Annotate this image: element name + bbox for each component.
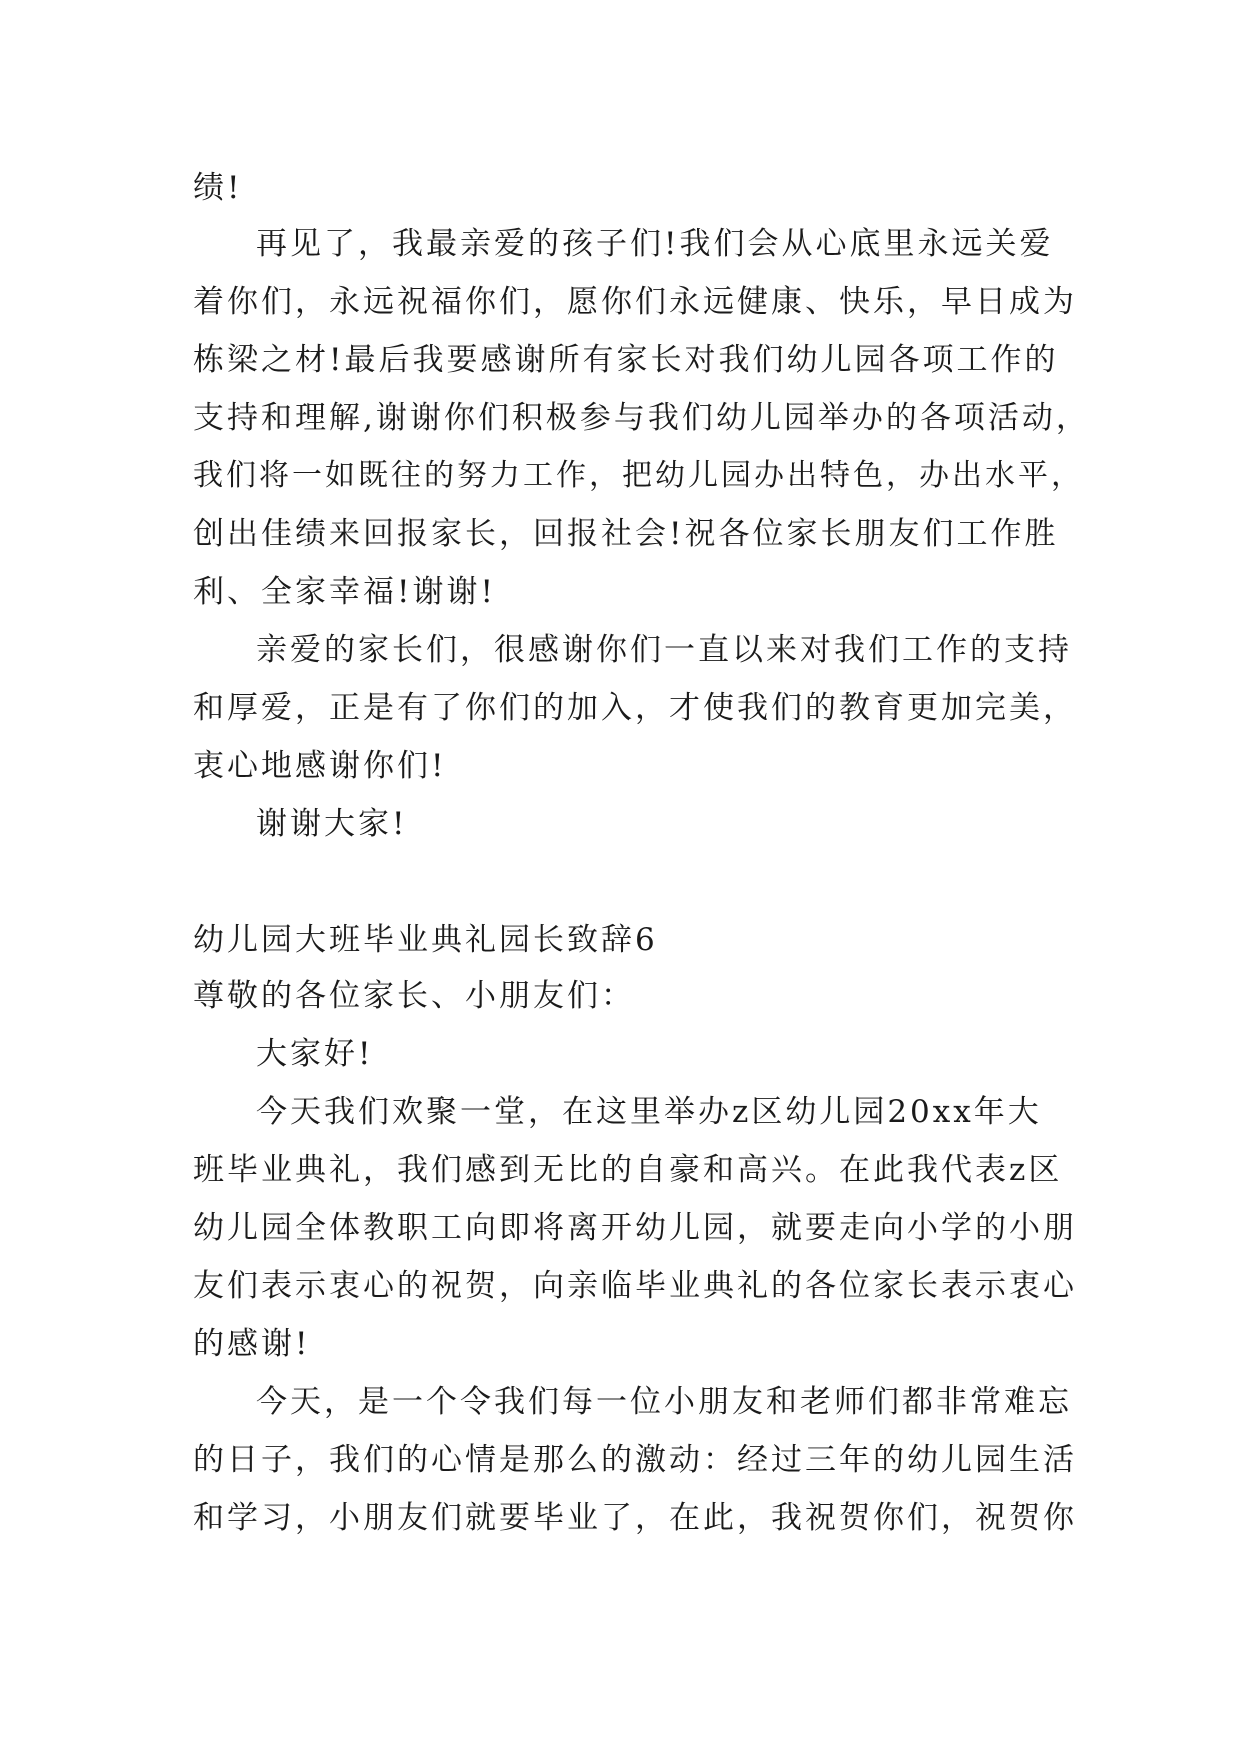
text-line: 再见了，我最亲爱的孩子们!我们会从心底里永远关爱 xyxy=(256,226,1054,262)
text-line: 友们表示衷心的祝贺，向亲临毕业典礼的各位家长表示衷心 xyxy=(193,1268,1077,1304)
salutation: 尊敬的各位家长、小朋友们： xyxy=(193,978,635,1014)
text-line: 绩! xyxy=(193,170,243,206)
text-line: 今天，是一个令我们每一位小朋友和老师们都非常难忘 xyxy=(256,1384,1072,1420)
text-line: 幼儿园全体教职工向即将离开幼儿园，就要走向小学的小朋 xyxy=(193,1210,1077,1246)
text-line: 创出佳绩来回报家长，回报社会!祝各位家长朋友们工作胜 xyxy=(193,516,1059,552)
text-line: 着你们，永远祝福你们，愿你们永远健康、快乐，早日成为 xyxy=(193,284,1077,320)
section-heading: 幼儿园大班毕业典礼园长致辞6 xyxy=(193,922,658,958)
text-line: 栋梁之材!最后我要感谢所有家长对我们幼儿园各项工作的 xyxy=(193,342,1059,378)
text-line: 我们将一如既往的努力工作，把幼儿园办出特色，办出水平， xyxy=(193,458,1084,493)
text-line: 衷心地感谢你们! xyxy=(193,748,447,784)
text-line: 谢谢大家! xyxy=(256,806,408,842)
greeting: 大家好! xyxy=(256,1036,374,1072)
text-line: 利、全家幸福!谢谢! xyxy=(193,574,496,610)
text-line: 的感谢! xyxy=(193,1326,311,1362)
text-line: 的日子，我们的心情是那么的激动：经过三年的幼儿园生活 xyxy=(193,1442,1077,1478)
text-line: 亲爱的家长们，很感谢你们一直以来对我们工作的支持 xyxy=(256,632,1072,668)
text-line: 今天我们欢聚一堂，在这里举办z区幼儿园20xx年大 xyxy=(256,1094,1042,1130)
text-line: 和厚爱，正是有了你们的加入，才使我们的教育更加完美， xyxy=(193,690,1077,726)
text-line: 班毕业典礼，我们感到无比的自豪和高兴。在此我代表z区 xyxy=(193,1152,1063,1188)
text-line: 支持和理解,谢谢你们积极参与我们幼儿园举办的各项活动， xyxy=(193,400,1090,436)
text-line: 和学习，小朋友们就要毕业了，在此，我祝贺你们，祝贺你 xyxy=(193,1500,1077,1536)
